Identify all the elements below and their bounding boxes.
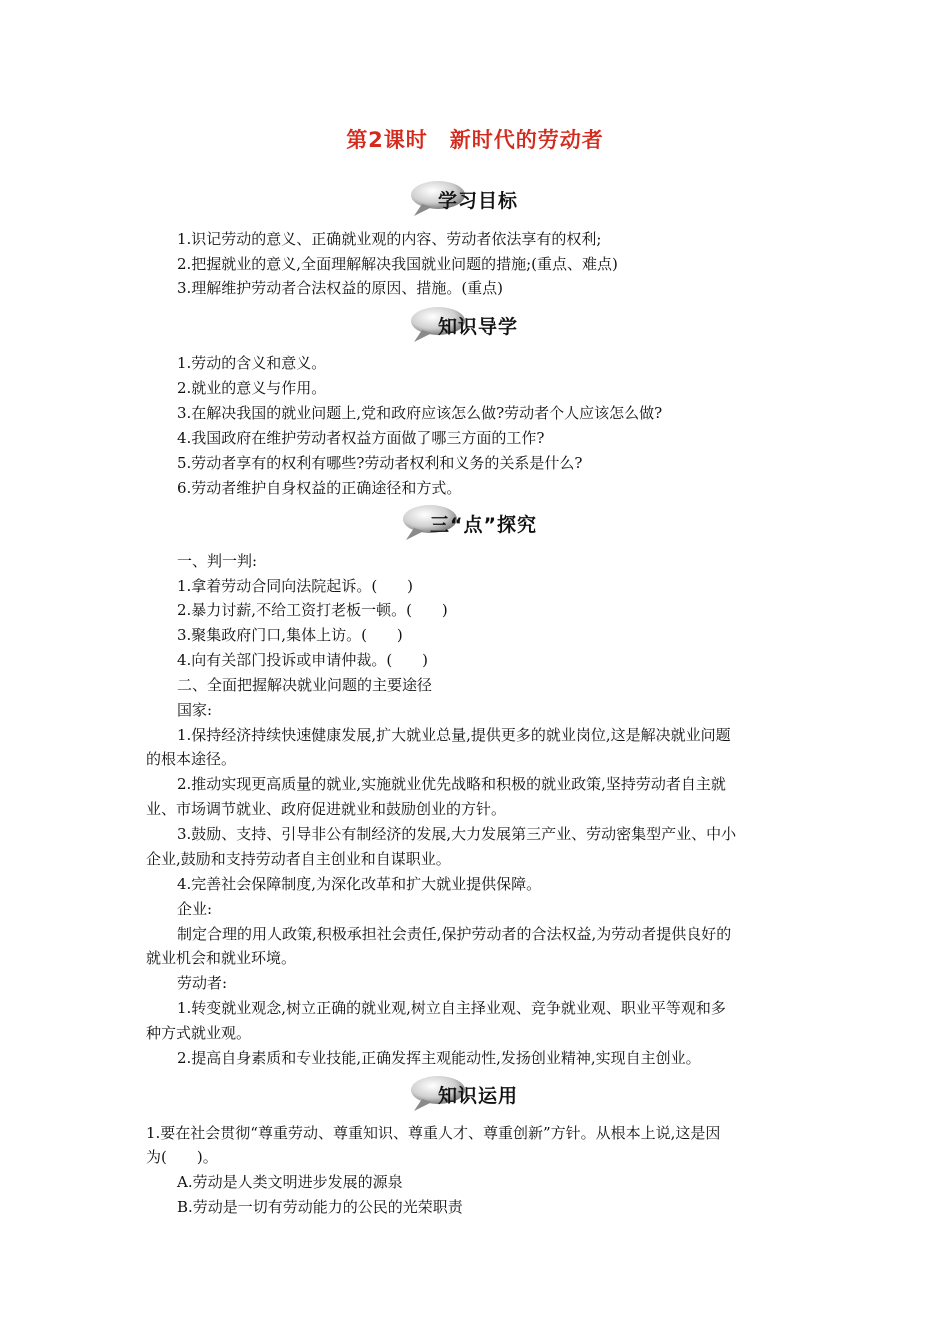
question-text-cont: 为( )。 [146, 1148, 218, 1166]
goal-item: 3.理解维护劳动者合法权益的原因、措施。(重点) [177, 279, 504, 297]
answer-option: B.劳动是一切有劳动能力的公民的光荣职责 [177, 1198, 463, 1216]
guide-item: 6.劳动者维护自身权益的正确途径和方式。 [177, 479, 462, 497]
guide-item: 2.就业的意义与作用。 [177, 379, 327, 397]
worker-heading: 劳动者: [177, 974, 228, 992]
judge-item: 4.向有关部门投诉或申请仲裁。( ) [177, 651, 429, 669]
worker-item: 2.提高自身素质和专业技能,正确发挥主观能动性,发扬创业精神,实现自主创业。 [177, 1049, 701, 1067]
judge-item: 3.聚集政府门口,集体上访。( ) [177, 626, 403, 644]
state-item: 2.推动实现更高质量的就业,实施就业优先战略和积极的就业政策,坚持劳动者自主就 [177, 775, 726, 793]
question-text: 1.要在社会贯彻“尊重劳动、尊重知识、尊重人才、尊重创新”方针。从根本上说,这是因 [146, 1124, 721, 1142]
section-title: 知识运用 [438, 1085, 519, 1107]
section-title: 学习目标 [438, 190, 519, 212]
section-title: 三“点”探究 [430, 514, 537, 536]
section-header-goals [408, 178, 548, 218]
judge-item: 1.拿着劳动合同向法院起诉。( ) [177, 577, 414, 595]
grasp-heading: 二、全面把握解决就业问题的主要途径 [177, 676, 433, 694]
section-title: 知识导学 [438, 316, 519, 338]
worker-item: 1.转变就业观念,树立正确的就业观,树立自主择业观、竞争就业观、职业平等观和多 [177, 999, 726, 1017]
state-item-cont: 业、市场调节就业、政府促进就业和鼓励创业的方针。 [146, 800, 507, 818]
goal-item: 2.把握就业的意义,全面理解解决我国就业问题的措施;(重点、难点) [177, 255, 618, 273]
guide-item: 1.劳动的含义和意义。 [177, 354, 327, 372]
enterprise-heading: 企业: [177, 900, 213, 918]
guide-item: 3.在解决我国的就业问题上,党和政府应该怎么做?劳动者个人应该怎么做? [177, 404, 663, 422]
state-item-cont: 企业,鼓励和支持劳动者自主创业和自谋职业。 [146, 850, 451, 868]
enterprise-text-cont: 就业机会和就业环境。 [146, 949, 297, 967]
answer-option: A.劳动是人类文明进步发展的源泉 [177, 1173, 403, 1191]
goal-item: 1.识记劳动的意义、正确就业观的内容、劳动者依法享有的权利; [177, 230, 602, 248]
judge-item: 2.暴力讨薪,不给工资打老板一顿。( ) [177, 601, 448, 619]
page-title: 第2课时 新时代的劳动者 [346, 128, 604, 152]
state-item-cont: 的根本途径。 [146, 750, 237, 768]
section-header-apply [408, 1073, 548, 1113]
section-header-explore [400, 502, 570, 542]
section-header-guide [408, 304, 548, 344]
state-item: 4.完善社会保障制度,为深化改革和扩大就业提供保障。 [177, 875, 542, 893]
guide-item: 4.我国政府在维护劳动者权益方面做了哪三方面的工作? [177, 429, 545, 447]
judge-heading: 一、判一判: [177, 552, 258, 570]
enterprise-text: 制定合理的用人政策,积极承担社会责任,保护劳动者的合法权益,为劳动者提供良好的 [177, 925, 732, 943]
state-heading: 国家: [177, 701, 213, 719]
state-item: 3.鼓励、支持、引导非公有制经济的发展,大力发展第三产业、劳动密集型产业、中小 [177, 825, 737, 843]
state-item: 1.保持经济持续快速健康发展,扩大就业总量,提供更多的就业岗位,这是解决就业问题 [177, 726, 731, 744]
guide-item: 5.劳动者享有的权利有哪些?劳动者权利和义务的关系是什么? [177, 454, 583, 472]
worker-item-cont: 种方式就业观。 [146, 1024, 252, 1042]
